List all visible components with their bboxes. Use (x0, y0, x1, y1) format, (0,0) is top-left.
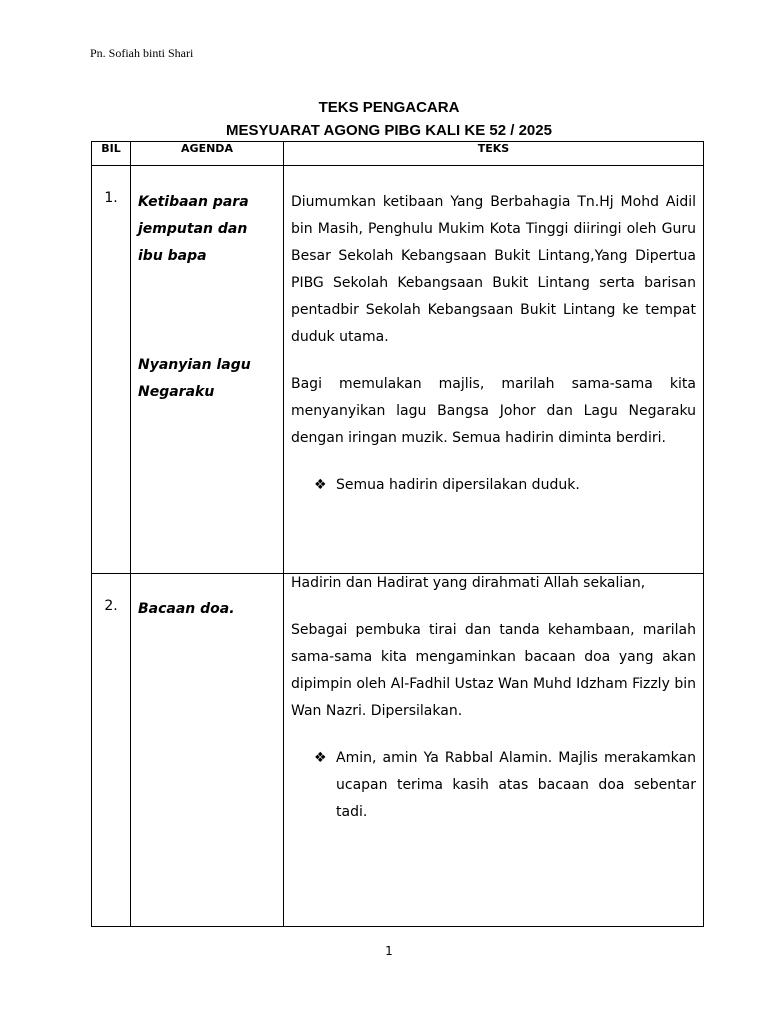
diamond-bullet-icon: ❖ (314, 477, 327, 493)
row-bil (92, 166, 131, 574)
page-number: 1 (385, 944, 393, 958)
table-header-row (92, 142, 704, 166)
agenda-line: Ketibaan para (138, 194, 249, 210)
row-teks (284, 166, 704, 574)
document-title: TEKS PENGACARA (318, 99, 460, 116)
agenda-line: ibu bapa (138, 248, 207, 264)
header-bil: BIL (92, 142, 131, 166)
agenda-line: jemputan dan (138, 221, 248, 237)
agenda-item-nyanyian (138, 352, 283, 406)
agenda-item-bacaan-doa: Bacaan doa. (138, 601, 235, 617)
row-agenda (131, 574, 284, 927)
row-agenda (131, 166, 284, 574)
document-subtitle: MESYUARAT AGONG PIBG KALI KE 52 / 2025 (226, 122, 552, 139)
row-bil-text: 1. (104, 190, 118, 206)
agenda-table (91, 141, 704, 927)
teks-bullet (314, 472, 696, 499)
row-bil-text: 2. (104, 598, 118, 614)
row-teks (284, 574, 704, 927)
row-bil (92, 574, 131, 927)
agenda-line: Negaraku (138, 384, 215, 400)
teks-paragraph: Bagi memulakan majlis, marilah sama-sama kita menyanyikan lagu Bangsa Johor dan Lagu Negaraku dengan iringan muzik. Semua hadirin diminta berdiri. (291, 376, 696, 446)
agenda-item-ketibaan (138, 189, 283, 270)
bullet-text: Semua hadirin dipersilakan duduk. (336, 477, 580, 493)
table-row (92, 166, 704, 574)
header-teks: TEKS (284, 142, 704, 166)
diamond-bullet-icon: ❖ (314, 750, 327, 766)
table-row (92, 574, 704, 927)
header-agenda: AGENDA (131, 142, 284, 166)
bullet-text: Amin, amin Ya Rabbal Alamin. Majlis merakamkan ucapan terima kasih atas bacaan doa sebentar tadi. (336, 750, 696, 820)
teks-paragraph: Hadirin dan Hadirat yang dirahmati Allah sekalian, (291, 575, 646, 591)
header-author: Pn. Sofiah binti Shari (90, 46, 194, 60)
teks-bullet (314, 745, 696, 826)
agenda-line: Nyanyian lagu (138, 357, 251, 373)
teks-paragraph: Diumumkan ketibaan Yang Berbahagia Tn.Hj Mohd Aidil bin Masih, Penghulu Mukim Kota Tinggi diiringi oleh Guru Besar Sekolah Kebangsaan Bukit Lintang,Yang Dipertua PIBG Sekolah Kebangsaan Bukit Lintang serta barisan pentadbir Sekolah Kebangsaan Bukit Lintang ke tempat duduk utama. (291, 194, 696, 345)
teks-paragraph: Sebagai pembuka tirai dan tanda kehambaan, marilah sama-sama kita mengaminkan bacaan doa yang akan dipimpin oleh Al-Fadhil Ustaz Wan Muhd Idzham Fizzly bin Wan Nazri. Dipersilakan. (291, 622, 696, 719)
